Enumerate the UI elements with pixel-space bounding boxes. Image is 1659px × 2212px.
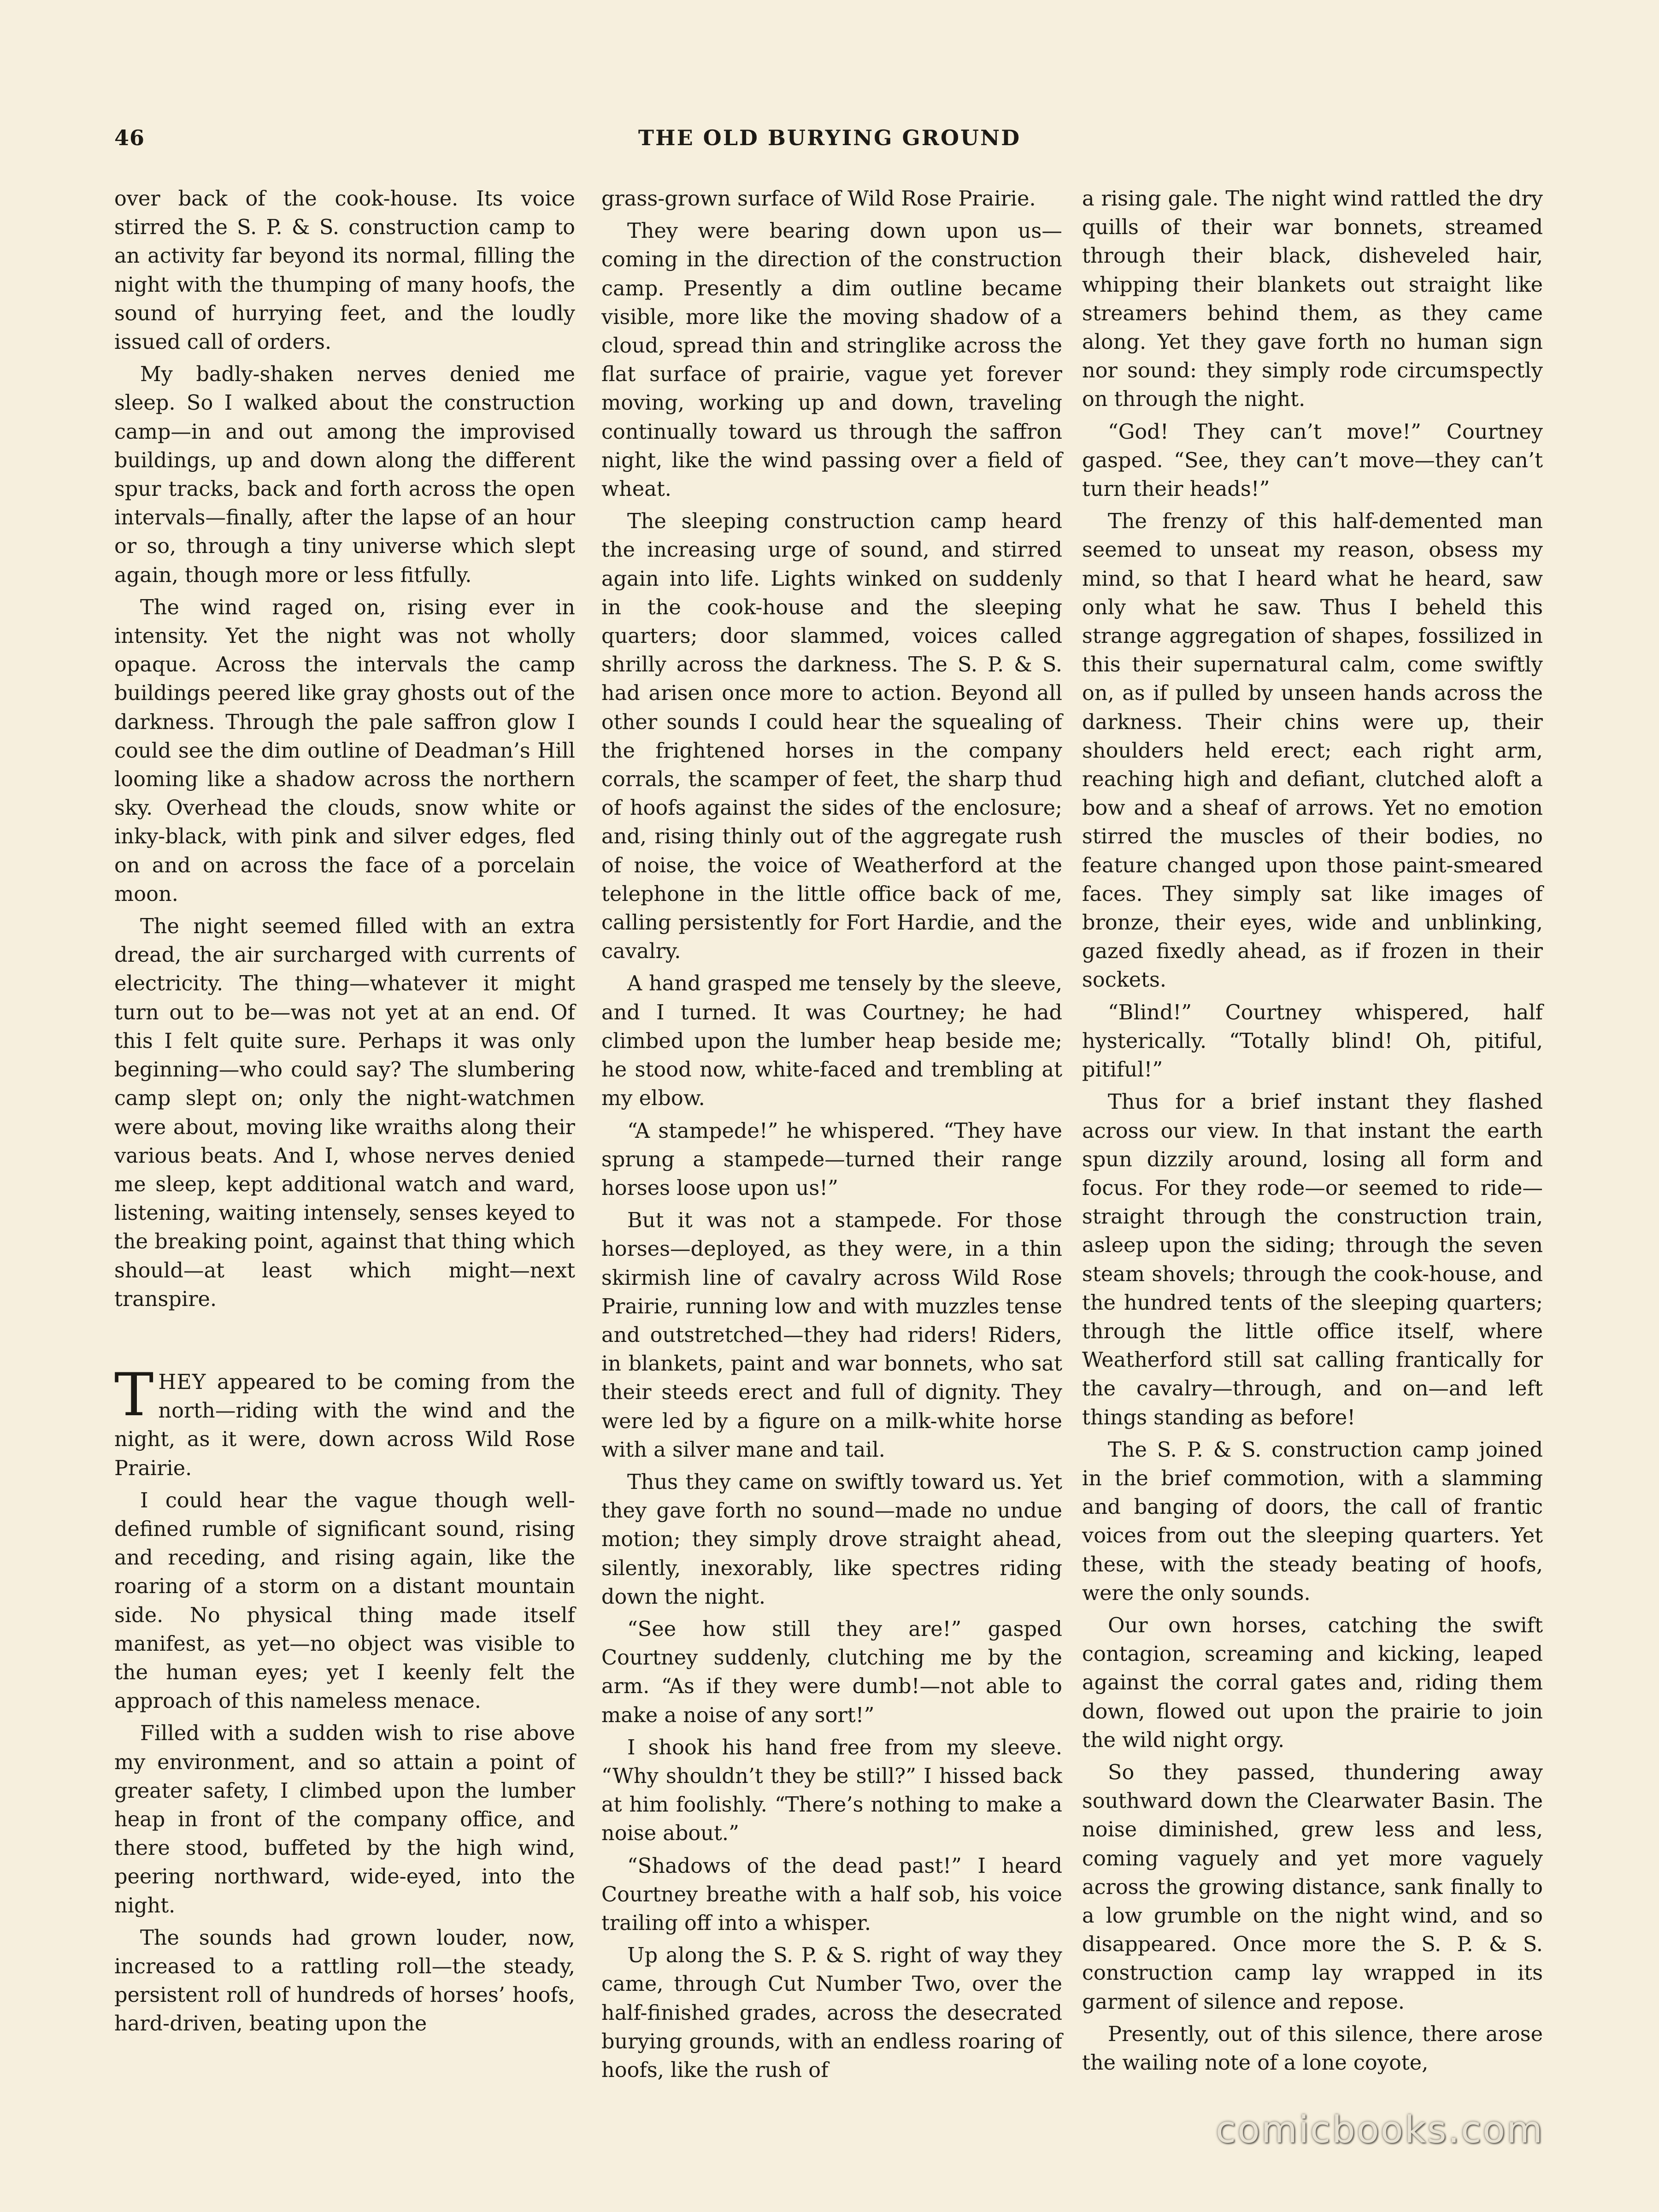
paragraph: My badly-shaken nerves denied me sleep. So I walked about the construction camp—in and out among the improvised buildings, up and down along the different spur tracks, back and forth across the open intervals—finally, after the lapse of an hour or so, through a tiny universe which slept again, though more or less fitfully. xyxy=(114,362,575,587)
section-break xyxy=(114,1317,575,1368)
paragraph: over back of the cook-house. Its voice stirred the S. P. & S. construction camp to an activity far beyond its normal, filling the night with the thumping of many hoofs, the sound of hurrying feet, and the loudly issued call of orders. xyxy=(114,187,575,354)
paragraph: So they passed, thundering away southward down the Clearwater Basin. The noise diminished, grew less and less, coming vaguely and yet more vaguely across the growing distance, sank finally to a low grumble on the night wind, and so disappeared. Once more the S. P. & S. construction camp lay wrapped in its garment of silence and repose. xyxy=(1082,1760,1543,2014)
paragraph: “Blind!” Courtney whispered, half hysterically. “Totally blind! Oh, pitiful, pitiful!” xyxy=(1082,1000,1543,1082)
site-watermark: comicbooks.com xyxy=(1215,2108,1544,2151)
paragraph: Up along the S. P. & S. right of way they came, through Cut Number Two, over the half-finished grades, across the desecrated burying grounds, with an endless roaring of hoofs, like the rush of xyxy=(601,1943,1062,2082)
drop-cap: T xyxy=(114,1360,154,1430)
paragraph: “God! They can’t move!” Courtney gasped. “See, they can’t move—they can’t turn their heads!” xyxy=(1082,419,1543,501)
paragraph: Thus they came on swiftly toward us. Yet they gave forth no sound—made no undue motion; they simply drove straight ahead, silently, inexorably, like spectres riding down the night. xyxy=(601,1470,1062,1609)
page-number: 46 xyxy=(114,125,145,150)
paragraph: The S. P. & S. construction camp joined in the brief commotion, with a slamming and banging of doors, the call of frantic voices from out the sleeping quarters. Yet these, with the steady beating of hoofs, were the only sounds. xyxy=(1082,1437,1543,1605)
paragraph: The sounds had grown louder, now, increased to a rattling roll—the steady, persistent roll of hundreds of horses’ hoofs, hard-driven, beating upon the xyxy=(114,1925,575,2036)
text-column-3 xyxy=(1082,184,1543,2081)
paragraph: “Shadows of the dead past!” I heard Courtney breathe with a half sob, his voice trailing off into a whisper. xyxy=(601,1853,1062,1935)
paragraph: Our own horses, catching the swift contagion, screaming and kicking, leaped against the corral gates and, riding them down, flowed out upon the prairie to join the wild night orgy. xyxy=(1082,1613,1543,1752)
paragraph: “See how still they are!” gasped Courtney suddenly, clutching me by the arm. “As if they were dumb!—not able to make a noise of any sort!” xyxy=(601,1617,1062,1727)
paragraph: They were bearing down upon us—coming in the direction of the construction camp. Presently a dim outline became visible, more like the moving shadow of a cloud, spread thin and stringlike across the flat surface of prairie, vague yet forever moving, working up and down, traveling continually toward us through the saffron night, like the wind passing over a field of wheat. xyxy=(601,219,1062,501)
text-column-2 xyxy=(601,184,1062,2088)
running-title: THE OLD BURYING GROUND xyxy=(638,125,1021,150)
paragraph: grass-grown surface of Wild Rose Prairie. xyxy=(601,187,1036,211)
paragraph: I could hear the vague though well-defined rumble of significant sound, rising and receding, and rising again, like the roaring of a storm on a distant mountain side. No physical thing made itself manifest, as yet—no object was visible to the human eyes; yet I keenly felt the approach of this nameless menace. xyxy=(114,1488,575,1713)
paragraph: “A stampede!” he whispered. “They have sprung a stampede—turned their range horses loose upon us!” xyxy=(601,1118,1062,1200)
text-column-1 xyxy=(114,184,575,2042)
paragraph-text: appeared to be coming from the north—riding with the wind and the night, as it were, down across Wild Rose Prairie. xyxy=(114,1370,575,1480)
paragraph: A hand grasped me tensely by the sleeve, and I turned. It was Courtney; he had climbed upon the lumber heap beside me; he stood now, white-faced and trembling at my elbow. xyxy=(601,971,1062,1111)
paragraph: The night seemed filled with an extra dread, the air surcharged with currents of electricity. The thing—whatever it might turn out to be—was not yet at an end. Of this I felt quite sure. Perhaps it was only beginning—who could say? The slumbering camp slept on; only the night-watchmen were about, moving like wraiths along their various beats. And I, whose nerves denied me sleep, kept additional watch and ward, listening, waiting intensely, senses keyed to the breaking point, against that thing which should—at least which might—next transpire. xyxy=(114,914,575,1311)
paragraph: The frenzy of this half-demented man seemed to unseat my reason, obsess my mind, so that I heard what he heard, saw only what he saw. Thus I beheld this strange aggregation of shapes, fossilized in this their supernatural calm, come swiftly on, as if pulled by unseen hands across the darkness. Their chins were up, their shoulders held erect; each right arm, reaching high and defiant, clutched aloft a bow and a sheaf of arrows. Yet no emotion stirred the muscles of their bodies, no feature changed upon those paint-smeared faces. They simply sat like images of bronze, their eyes, wide and unblinking, gazed fixedly ahead, as if frozen in their sockets. xyxy=(1082,509,1543,992)
paragraph: The wind raged on, rising ever in intensity. Yet the night was not wholly opaque. Across the intervals the camp buildings peered like gray ghosts out of the darkness. Through the pale saffron glow I could see the dim outline of Deadman’s Hill looming like a shadow across the northern sky. Overhead the clouds, snow white or inky-black, with pink and silver edges, fled on and on across the face of a porcelain moon. xyxy=(114,595,575,906)
paragraph: a rising gale. The night wind rattled the dry quills of their war bonnets, streamed through their black, disheveled hair, whipping their blankets out straight like streamers behind them, as they came along. Yet they gave forth no human sign nor sound: they simply rode circumspectly on through the night. xyxy=(1082,187,1543,412)
lead-in: HEY xyxy=(158,1370,206,1394)
section-opening-paragraph xyxy=(114,1360,575,1483)
paragraph: I shook his hand free from my sleeve. “Why shouldn’t they be still?” I hissed back at him foolishly. “There’s nothing to make a noise about.” xyxy=(601,1735,1062,1846)
page-header xyxy=(0,125,1659,153)
paragraph: But it was not a stampede. For those horses—deployed, as they were, in a thin skirmish line of cavalry across Wild Rose Prairie, running low and with muzzles tense and outstretched—they had riders! Riders, in blankets, paint and war bonnets, who sat their steeds erect and full of dignity. They were led by a figure on a milk-white horse with a silver mane and tail. xyxy=(601,1208,1062,1462)
paragraph: Thus for a brief instant they flashed across our view. In that instant the earth spun dizzily around, losing all form and focus. For they rode—or seemed to ride—straight through the construction train, asleep upon the siding; through the seven steam shovels; through the cook-house, and the hundred tents of the sleeping quarters; through the little office itself, where Weatherford still sat calling frantically for the cavalry—through, and on—and left things standing as before! xyxy=(1082,1090,1543,1430)
paragraph: Filled with a sudden wish to rise above my environment, and so attain a point of greater safety, I climbed upon the lumber heap in front of the company office, and there stood, buffeted by the high wind, peering northward, wide-eyed, into the night. xyxy=(114,1721,575,1918)
paragraph: The sleeping construction camp heard the increasing urge of sound, and stirred again into life. Lights winked on suddenly in the cook-house and the sleeping quarters; door slammed, voices called shrilly across the darkness. The S. P. & S. had arisen once more to action. Beyond all other sounds I could hear the squealing of the frightened horses in the company corrals, the scamper of feet, the sharp thud of hoofs against the sides of the enclosure; and, rising thinly out of the aggregate rush of noise, the voice of Weatherford at the telephone in the little office back of me, calling persistently for Fort Hardie, and the cavalry. xyxy=(601,509,1062,964)
paragraph: Presently, out of this silence, there arose the wailing note of a lone coyote, xyxy=(1082,2022,1543,2075)
